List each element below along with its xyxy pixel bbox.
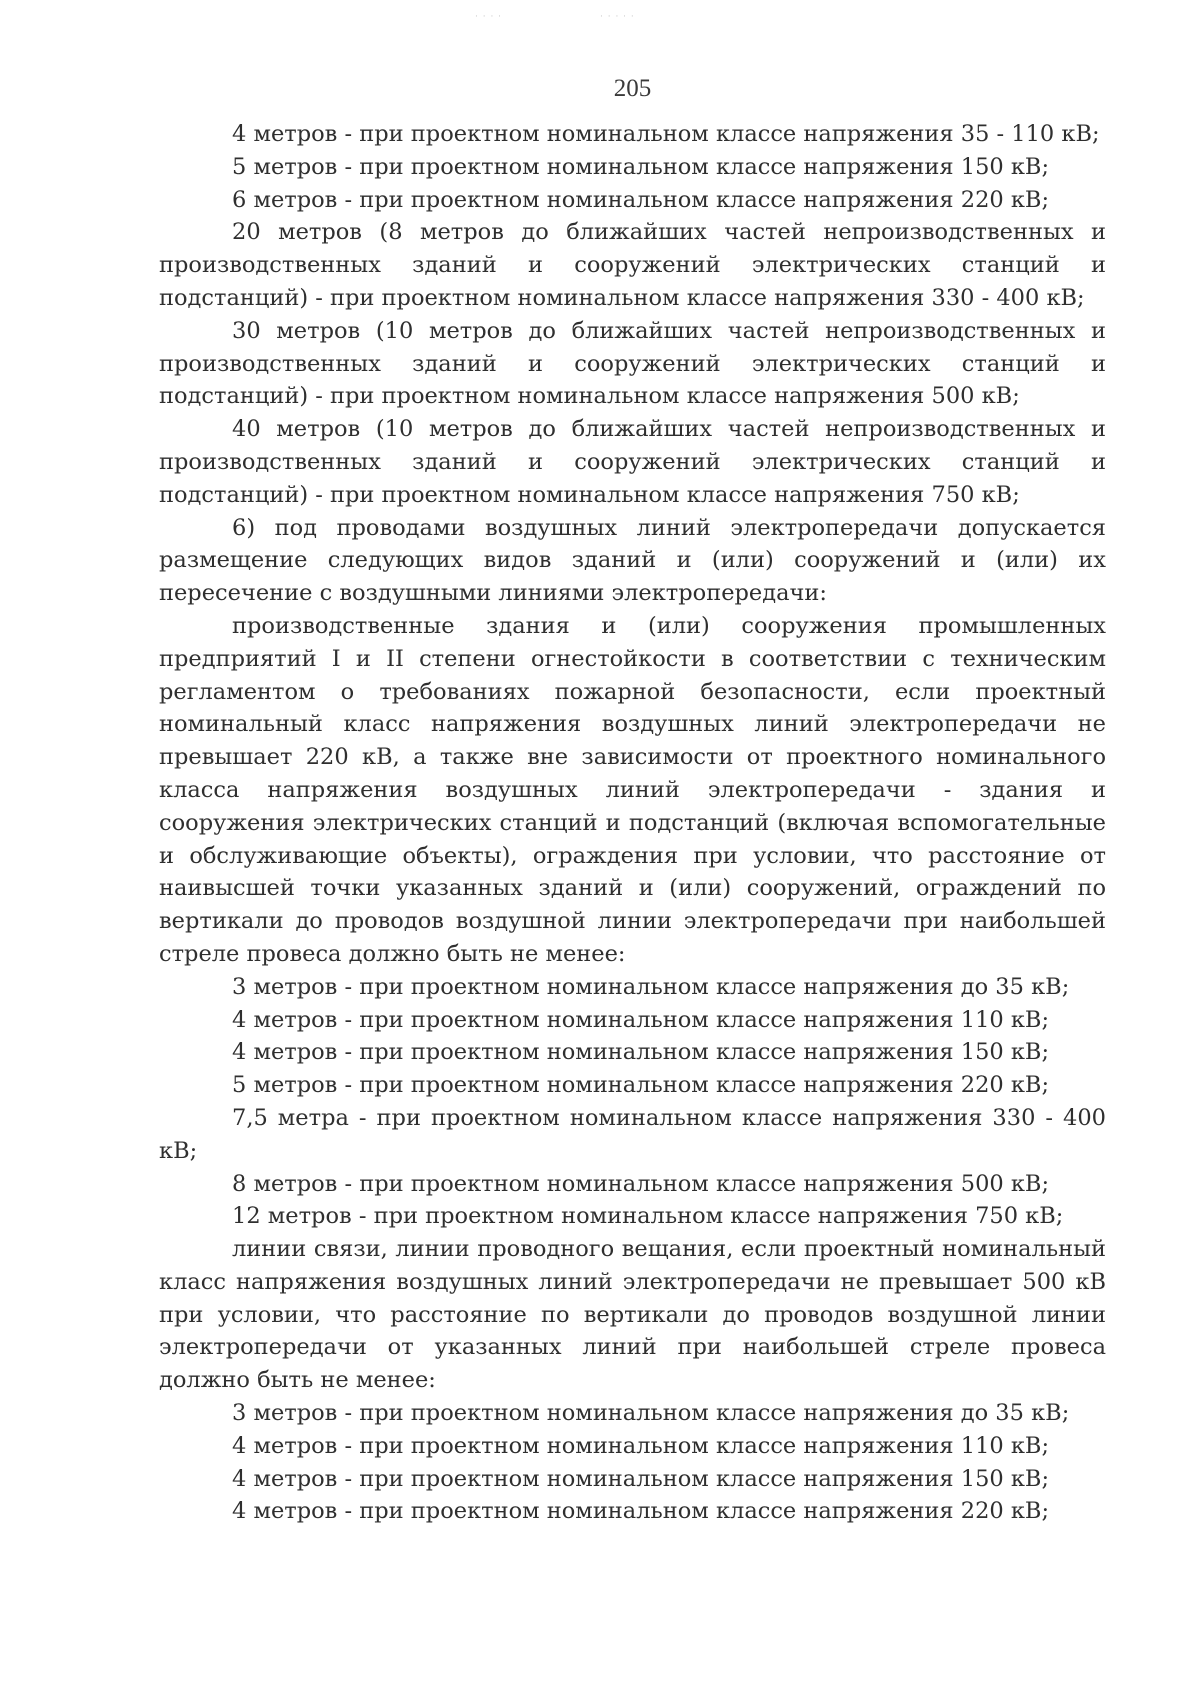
paragraph: линии связи, линии проводного вещания, если проектный номинальный класс напряжения воздушных линий электропередачи не превышает 500 кВ при условии, что расстояние по вертикали до проводов воздушной линии электропередачи от указанных линий при наибольшей стреле провеса должно быть не менее: [159,1236,1106,1394]
paragraph: 8 метров - при проектном номинальном классе напряжения 500 кВ; [232,1170,1050,1197]
document-body [159,118,1106,1528]
paragraph: 3 метров - при проектном номинальном классе напряжения до 35 кВ; [232,1400,1070,1427]
paragraph: 20 метров (8 метров до ближайших частей непроизводственных и производственных зданий и сооружений электрических станций и подстанций) - при проектном номинальном классе напряжения 330 - 400 кВ; [159,219,1106,311]
page-number: 205 [613,75,652,102]
paragraph: 7,5 метра - при проектном номинальном классе напряжения 330 - 400 кВ; [159,1104,1106,1164]
scan-artifact: · · · · · [600,12,635,22]
paragraph: 4 метров - при проектном номинальном классе напряжения 110 кВ; [232,1432,1050,1459]
paragraph: 6 метров - при проектном номинальном классе напряжения 220 кВ; [232,186,1050,213]
paragraph: 6) под проводами воздушных линий электропередачи допускается размещение следующих видов зданий и (или) сооружений и (или) их пересечение с воздушными линиями электропередачи: [159,514,1106,607]
paragraph: 4 метров - при проектном номинальном классе напряжения 150 кВ; [232,1039,1050,1066]
paragraph: производственные здания и (или) сооружения промышленных предприятий I и II степени огнестойкости в соответствии с техническим регламентом о требованиях пожарной безопасности, если проектный номинальный класс напряжения воздушных линий электропередачи не превышает 220 кВ, а также вне зависимости от проектного номинального класса напряжения воздушных линий электропередачи - здания и сооружения электрических станций и подстанций (включая вспомогательные и обслуживающие объекты), ограждения при условии, что расстояние от наивысшей точки указанных зданий и (или) сооружений, ограждений по вертикали до проводов воздушной линии электропередачи при наибольшей стреле провеса должно быть не менее: [159,612,1106,967]
paragraph: 5 метров - при проектном номинальном классе напряжения 150 кВ; [232,153,1050,180]
paragraph: 40 метров (10 метров до ближайших частей непроизводственных и производственных зданий и сооружений электрических станций и подстанций) - при проектном номинальном классе напряжения 750 кВ; [159,416,1106,508]
paragraph: 4 метров - при проектном номинальном классе напряжения 35 - 110 кВ; [232,121,1100,147]
paragraph: 4 метров - при проектном номинальном классе напряжения 110 кВ; [232,1006,1050,1033]
paragraph: 4 метров - при проектном номинальном классе напряжения 220 кВ; [232,1498,1050,1525]
paragraph: 30 метров (10 метров до ближайших частей непроизводственных и производственных зданий и сооружений электрических станций и подстанций) - при проектном номинальном классе напряжения 500 кВ; [159,317,1106,410]
paragraph: 3 метров - при проектном номинальном классе напряжения до 35 кВ; [232,973,1070,1000]
paragraph: 5 метров - при проектном номинальном классе напряжения 220 кВ; [232,1072,1050,1099]
scan-artifact: · · · · [475,12,503,22]
paragraph: 12 метров - при проектном номинальном классе напряжения 750 кВ; [232,1203,1064,1230]
paragraph: 4 метров - при проектном номинальном классе напряжения 150 кВ; [232,1465,1050,1492]
